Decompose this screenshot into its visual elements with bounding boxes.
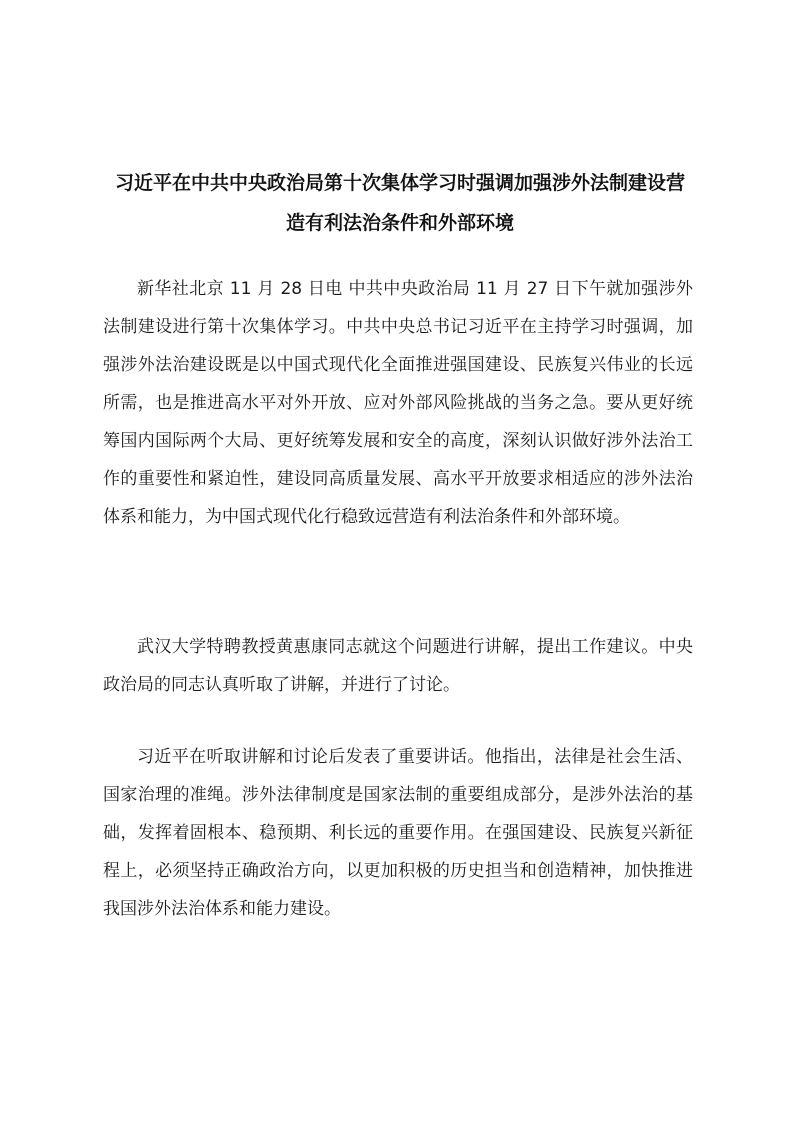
paragraph-3: 习近平在听取讲解和讨论后发表了重要讲话。他指出，法律是社会生活、国家治理的准绳。涉外法律制度是国家法制的重要组成部分，是涉外法治的基础，发挥着固根本、稳预期、利长远的重要作用。在强国建设、民族复兴新征程上，必须坚持正确政治方向，以更加积极的历史担当和创造精神，加快推进我国涉外法治体系和能力建设。 bbox=[103, 747, 693, 919]
document-title-line-2: 造有利法治条件和外部环境 bbox=[285, 212, 514, 234]
document-title-line-1: 习近平在中共中央政治局第十次集体学习时强调加强涉外法制建设营 bbox=[114, 172, 685, 194]
paragraph-1: 新华社北京 11 月 28 日电 中共中央政治局 11 月 27 日下午就加强涉外法制建设进行第十次集体学习。中共中央总书记习近平在主持学习时强调，加强涉外法治建设既是以中国式现代化全面推进强国建设、民族复兴伟业的长远所需，也是推进高水平对外开放、应对外部风险挑战的当务之急。要从更好统筹国内国际两个大局、更好统筹发展和安全的高度，深刻认识做好涉外法治工作的重要性和紧迫性，建设同高质量发展、高水平开放要求相适应的涉外法治体系和能力，为中国式现代化行稳致远营造有利法治条件和外部环境。 bbox=[103, 279, 693, 527]
paragraph-2: 武汉大学特聘教授黄惠康同志就这个问题进行讲解，提出工作建议。中央政治局的同志认真听取了讲解，并进行了讨论。 bbox=[103, 637, 693, 695]
